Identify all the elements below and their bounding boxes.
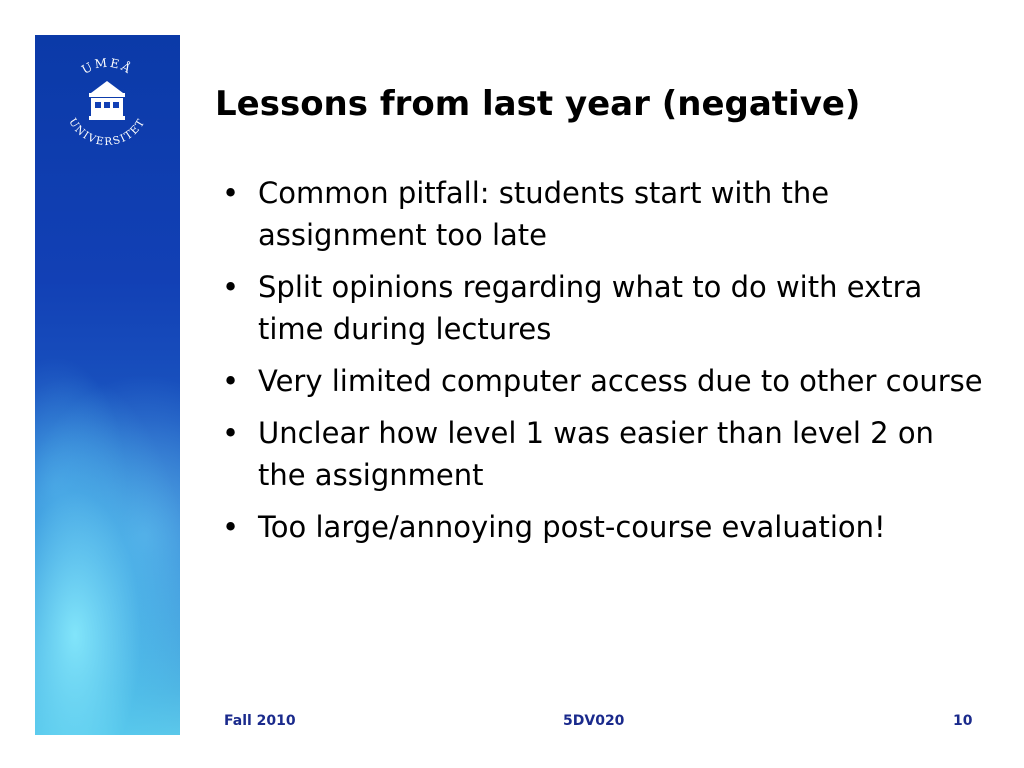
footer-page-number: 10 xyxy=(953,713,973,729)
bullet-text: Very limited computer access due to other course xyxy=(258,364,983,398)
bullet-text: Too large/annoying post-course evaluation! xyxy=(258,510,886,544)
bullet-text: Unclear how level 1 was easier than level 2 on the assignment xyxy=(258,416,934,492)
svg-text:UNIVERSITET xyxy=(66,116,148,148)
bullet-text: Common pitfall: students start with the assignment too late xyxy=(258,176,830,252)
bullet-list xyxy=(220,172,990,558)
slide-title: Lessons from last year (negative) xyxy=(215,84,861,124)
sidebar-banner xyxy=(35,35,180,735)
seal-text-around: UNIVERSITET xyxy=(66,116,148,149)
footer-term: Fall 2010 xyxy=(224,713,296,729)
bullet-dot-icon: • xyxy=(222,270,240,304)
bullet-item xyxy=(220,172,990,256)
svg-text:UMEÅ xyxy=(79,55,135,76)
bullet-text: Split opinions regarding what to do with extra time during lectures xyxy=(258,270,923,346)
bullet-dot-icon: • xyxy=(222,416,240,450)
bullet-dot-icon: • xyxy=(222,176,240,210)
bullet-item xyxy=(220,360,990,402)
bullet-dot-icon: • xyxy=(222,364,240,398)
bullet-item xyxy=(220,266,990,350)
footer-course-code: 5DV020 xyxy=(563,713,625,729)
seal-text-top: UMEÅ xyxy=(79,55,135,77)
university-seal-logo xyxy=(53,49,161,157)
bullet-dot-icon: • xyxy=(222,510,240,544)
bullet-item xyxy=(220,412,990,496)
bullet-item xyxy=(220,506,990,548)
seal-building-icon xyxy=(89,81,125,120)
